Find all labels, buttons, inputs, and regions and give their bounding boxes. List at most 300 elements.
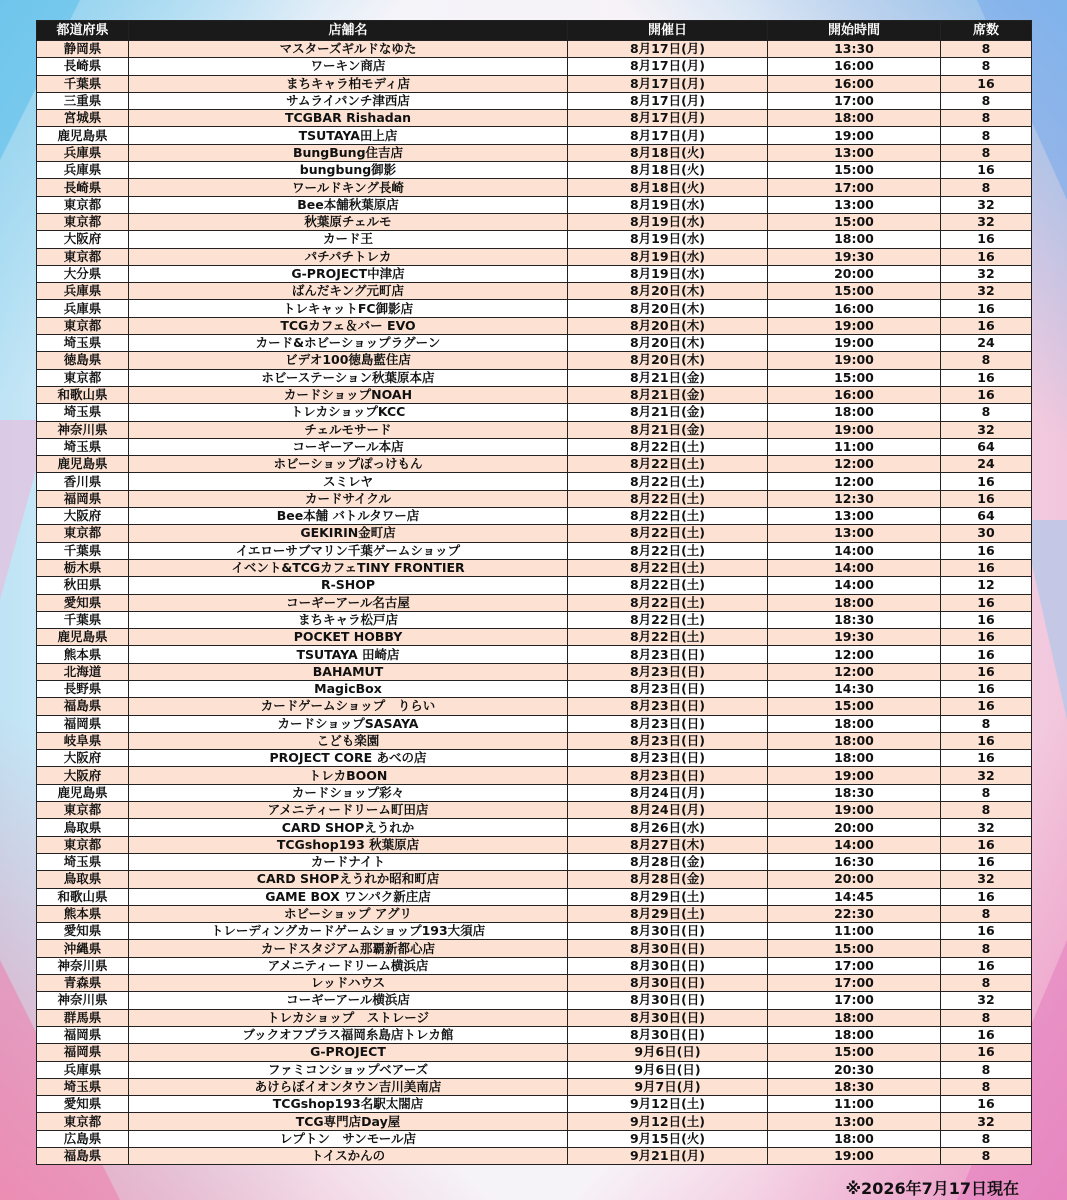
- cell-seats: 16: [941, 75, 1032, 92]
- cell-store: POCKET HOBBY: [129, 629, 568, 646]
- cell-time: 13:00: [768, 196, 941, 213]
- cell-seats: 32: [941, 283, 1032, 300]
- cell-date: 8月19日(水): [568, 265, 768, 282]
- cell-time: 18:00: [768, 732, 941, 749]
- cell-store: TCGshop193名駅太閤店: [129, 1096, 568, 1113]
- cell-prefecture: 青森県: [37, 975, 129, 992]
- cell-time: 14:00: [768, 836, 941, 853]
- cell-prefecture: 福島県: [37, 698, 129, 715]
- table-row: [37, 352, 1032, 369]
- cell-store: BAHAMUT: [129, 663, 568, 680]
- cell-store: アメニティードリーム町田店: [129, 802, 568, 819]
- cell-time: 19:00: [768, 317, 941, 334]
- cell-seats: 16: [941, 888, 1032, 905]
- cell-store: ばんだキング元町店: [129, 283, 568, 300]
- cell-seats: 8: [941, 1148, 1032, 1165]
- cell-prefecture: 長野県: [37, 680, 129, 697]
- cell-seats: 16: [941, 1096, 1032, 1113]
- cell-time: 18:00: [768, 750, 941, 767]
- table-row: [37, 231, 1032, 248]
- cell-date: 8月17日(月): [568, 92, 768, 109]
- cell-store: イベント&TCGカフェTINY FRONTIER: [129, 559, 568, 576]
- table-row: [37, 594, 1032, 611]
- cell-store: TCGshop193 秋葉原店: [129, 836, 568, 853]
- cell-store: まちキャラ柏モディ店: [129, 75, 568, 92]
- cell-prefecture: 長崎県: [37, 179, 129, 196]
- cell-date: 8月22日(土): [568, 490, 768, 507]
- table-row: [37, 317, 1032, 334]
- table-row: [37, 41, 1032, 58]
- cell-seats: 16: [941, 732, 1032, 749]
- cell-time: 13:00: [768, 1113, 941, 1130]
- cell-time: 19:00: [768, 767, 941, 784]
- cell-store: ホビーショップぽっけもん: [129, 456, 568, 473]
- cell-date: 8月19日(水): [568, 213, 768, 230]
- table-row: [37, 196, 1032, 213]
- cell-date: 8月18日(火): [568, 144, 768, 161]
- cell-date: 9月21日(月): [568, 1148, 768, 1165]
- cell-time: 14:00: [768, 577, 941, 594]
- cell-store: GAME BOX ワンパク新庄店: [129, 888, 568, 905]
- table-row: [37, 265, 1032, 282]
- cell-store: こども楽園: [129, 732, 568, 749]
- cell-store: トレキャットFC御影店: [129, 300, 568, 317]
- table-row: [37, 283, 1032, 300]
- cell-date: 8月22日(土): [568, 508, 768, 525]
- table-header-row: [37, 21, 1032, 41]
- cell-seats: 16: [941, 248, 1032, 265]
- cell-prefecture: 東京都: [37, 248, 129, 265]
- cell-time: 18:30: [768, 784, 941, 801]
- cell-store: トレカショップ ストレージ: [129, 1009, 568, 1026]
- cell-seats: 8: [941, 41, 1032, 58]
- cell-time: 18:00: [768, 1009, 941, 1026]
- table-row: [37, 248, 1032, 265]
- table-row: [37, 404, 1032, 421]
- cell-date: 8月22日(土): [568, 577, 768, 594]
- cell-store: サムライパンチ津西店: [129, 92, 568, 109]
- cell-time: 16:00: [768, 75, 941, 92]
- cell-seats: 8: [941, 110, 1032, 127]
- cell-date: 8月17日(月): [568, 41, 768, 58]
- cell-seats: 16: [941, 490, 1032, 507]
- cell-date: 8月21日(金): [568, 386, 768, 403]
- table-row: [37, 162, 1032, 179]
- cell-store: レプトン サンモール店: [129, 1130, 568, 1147]
- cell-seats: 32: [941, 819, 1032, 836]
- table-row: [37, 992, 1032, 1009]
- cell-seats: 8: [941, 784, 1032, 801]
- cell-prefecture: 埼玉県: [37, 1078, 129, 1095]
- cell-date: 8月23日(日): [568, 698, 768, 715]
- cell-time: 18:30: [768, 611, 941, 628]
- cell-seats: 16: [941, 750, 1032, 767]
- cell-date: 8月23日(日): [568, 732, 768, 749]
- cell-store: チェルモサード: [129, 421, 568, 438]
- cell-date: 9月15日(火): [568, 1130, 768, 1147]
- cell-prefecture: 東京都: [37, 1113, 129, 1130]
- cell-seats: 24: [941, 456, 1032, 473]
- cell-date: 8月28日(金): [568, 853, 768, 870]
- cell-prefecture: 千葉県: [37, 542, 129, 559]
- cell-prefecture: 神奈川県: [37, 957, 129, 974]
- cell-seats: 8: [941, 1078, 1032, 1095]
- table-row: [37, 629, 1032, 646]
- cell-store: PROJECT CORE あべの店: [129, 750, 568, 767]
- cell-prefecture: 大阪府: [37, 231, 129, 248]
- cell-date: 8月30日(日): [568, 1009, 768, 1026]
- cell-store: トレカBOON: [129, 767, 568, 784]
- cell-seats: 8: [941, 58, 1032, 75]
- table-row: [37, 473, 1032, 490]
- cell-prefecture: 愛知県: [37, 594, 129, 611]
- cell-seats: 8: [941, 92, 1032, 109]
- cell-date: 8月22日(土): [568, 559, 768, 576]
- cell-time: 19:30: [768, 629, 941, 646]
- cell-date: 8月21日(金): [568, 369, 768, 386]
- cell-seats: 32: [941, 871, 1032, 888]
- cell-store: ワールドキング長崎: [129, 179, 568, 196]
- table-row: [37, 438, 1032, 455]
- cell-prefecture: 秋田県: [37, 577, 129, 594]
- cell-prefecture: 東京都: [37, 213, 129, 230]
- cell-prefecture: 福岡県: [37, 1026, 129, 1043]
- cell-time: 13:00: [768, 508, 941, 525]
- cell-store: TCGBAR Rishadan: [129, 110, 568, 127]
- cell-seats: 16: [941, 162, 1032, 179]
- table-row: [37, 1096, 1032, 1113]
- cell-store: ワーキン商店: [129, 58, 568, 75]
- table-row: [37, 888, 1032, 905]
- cell-prefecture: 埼玉県: [37, 438, 129, 455]
- table-row: [37, 490, 1032, 507]
- table-row: [37, 144, 1032, 161]
- cell-time: 15:00: [768, 283, 941, 300]
- cell-time: 12:00: [768, 663, 941, 680]
- cell-time: 15:00: [768, 213, 941, 230]
- cell-date: 9月6日(日): [568, 1061, 768, 1078]
- cell-date: 8月30日(日): [568, 957, 768, 974]
- cell-store: 秋葉原チェルモ: [129, 213, 568, 230]
- table-row: [37, 680, 1032, 697]
- cell-time: 17:00: [768, 92, 941, 109]
- cell-date: 8月21日(金): [568, 404, 768, 421]
- cell-prefecture: 和歌山県: [37, 888, 129, 905]
- cell-time: 18:30: [768, 1078, 941, 1095]
- cell-seats: 8: [941, 404, 1032, 421]
- cell-prefecture: 東京都: [37, 802, 129, 819]
- cell-store: TSUTAYA 田崎店: [129, 646, 568, 663]
- cell-seats: 16: [941, 594, 1032, 611]
- cell-date: 8月19日(水): [568, 196, 768, 213]
- cell-seats: 16: [941, 629, 1032, 646]
- table-row: [37, 1078, 1032, 1095]
- cell-date: 8月22日(土): [568, 473, 768, 490]
- cell-prefecture: 熊本県: [37, 646, 129, 663]
- cell-seats: 8: [941, 352, 1032, 369]
- cell-seats: 16: [941, 386, 1032, 403]
- cell-time: 16:00: [768, 300, 941, 317]
- cell-seats: 16: [941, 1026, 1032, 1043]
- cell-date: 8月20日(木): [568, 335, 768, 352]
- cell-time: 14:30: [768, 680, 941, 697]
- cell-date: 8月22日(土): [568, 456, 768, 473]
- cell-seats: 8: [941, 1061, 1032, 1078]
- cell-store: トレーディングカードゲームショップ193大須店: [129, 923, 568, 940]
- cell-prefecture: 鳥取県: [37, 871, 129, 888]
- cell-date: 8月28日(金): [568, 871, 768, 888]
- cell-store: まちキャラ松戸店: [129, 611, 568, 628]
- cell-prefecture: 鳥取県: [37, 819, 129, 836]
- cell-store: パチパチトレカ: [129, 248, 568, 265]
- cell-seats: 16: [941, 542, 1032, 559]
- cell-time: 18:00: [768, 231, 941, 248]
- cell-date: 8月30日(日): [568, 940, 768, 957]
- cell-store: マスターズギルドなゆた: [129, 41, 568, 58]
- cell-store: コーギーアール横浜店: [129, 992, 568, 1009]
- cell-time: 18:00: [768, 404, 941, 421]
- cell-prefecture: 福島県: [37, 1148, 129, 1165]
- table-row: [37, 784, 1032, 801]
- table-row: [37, 421, 1032, 438]
- cell-store: TCG専門店Day屋: [129, 1113, 568, 1130]
- cell-time: 11:00: [768, 1096, 941, 1113]
- cell-store: カード&ホビーショップラグーン: [129, 335, 568, 352]
- cell-date: 8月17日(月): [568, 58, 768, 75]
- table-row: [37, 508, 1032, 525]
- cell-date: 8月19日(水): [568, 248, 768, 265]
- cell-prefecture: 兵庫県: [37, 283, 129, 300]
- table-row: [37, 905, 1032, 922]
- cell-prefecture: 大阪府: [37, 750, 129, 767]
- cell-store: Bee本舗秋葉原店: [129, 196, 568, 213]
- cell-time: 15:00: [768, 940, 941, 957]
- cell-store: カードショップNOAH: [129, 386, 568, 403]
- cell-time: 19:00: [768, 127, 941, 144]
- cell-prefecture: 神奈川県: [37, 992, 129, 1009]
- cell-store: R-SHOP: [129, 577, 568, 594]
- cell-seats: 64: [941, 508, 1032, 525]
- cell-seats: 8: [941, 940, 1032, 957]
- table-row: [37, 127, 1032, 144]
- table-row: [37, 300, 1032, 317]
- cell-store: CARD SHOPえうれか: [129, 819, 568, 836]
- cell-date: 8月22日(土): [568, 594, 768, 611]
- cell-time: 12:30: [768, 490, 941, 507]
- cell-time: 15:00: [768, 162, 941, 179]
- cell-prefecture: 福岡県: [37, 715, 129, 732]
- cell-seats: 16: [941, 923, 1032, 940]
- cell-store: コーギーアール本店: [129, 438, 568, 455]
- cell-date: 8月27日(木): [568, 836, 768, 853]
- header-time: 開始時間: [768, 21, 941, 41]
- cell-seats: 8: [941, 1009, 1032, 1026]
- cell-date: 8月20日(木): [568, 352, 768, 369]
- cell-time: 19:00: [768, 421, 941, 438]
- cell-store: ホビーステーション秋葉原本店: [129, 369, 568, 386]
- cell-seats: 30: [941, 525, 1032, 542]
- cell-date: 9月12日(土): [568, 1096, 768, 1113]
- cell-time: 12:00: [768, 473, 941, 490]
- table-row: [37, 767, 1032, 784]
- cell-time: 22:30: [768, 905, 941, 922]
- table-row: [37, 663, 1032, 680]
- table-row: [37, 92, 1032, 109]
- cell-seats: 16: [941, 559, 1032, 576]
- table-row: [37, 559, 1032, 576]
- cell-time: 16:00: [768, 58, 941, 75]
- table-row: [37, 1026, 1032, 1043]
- cell-seats: 8: [941, 715, 1032, 732]
- cell-date: 8月29日(土): [568, 888, 768, 905]
- cell-time: 20:00: [768, 265, 941, 282]
- cell-store: カードナイト: [129, 853, 568, 870]
- cell-time: 14:00: [768, 542, 941, 559]
- cell-store: G-PROJECT中津店: [129, 265, 568, 282]
- cell-time: 20:30: [768, 1061, 941, 1078]
- cell-seats: 16: [941, 698, 1032, 715]
- cell-seats: 16: [941, 473, 1032, 490]
- table-row: [37, 1148, 1032, 1165]
- cell-date: 8月20日(木): [568, 317, 768, 334]
- header-prefecture: 都道府県: [37, 21, 129, 41]
- cell-time: 15:00: [768, 1044, 941, 1061]
- cell-prefecture: 福岡県: [37, 490, 129, 507]
- cell-date: 8月23日(日): [568, 680, 768, 697]
- cell-store: トレカショップKCC: [129, 404, 568, 421]
- cell-seats: 32: [941, 213, 1032, 230]
- cell-date: 8月18日(火): [568, 162, 768, 179]
- cell-date: 8月22日(土): [568, 525, 768, 542]
- cell-date: 9月12日(土): [568, 1113, 768, 1130]
- table-row: [37, 386, 1032, 403]
- cell-prefecture: 鹿児島県: [37, 784, 129, 801]
- cell-date: 8月30日(日): [568, 992, 768, 1009]
- cell-time: 18:00: [768, 110, 941, 127]
- table-row: [37, 698, 1032, 715]
- table-body: [37, 41, 1032, 1165]
- cell-store: レッドハウス: [129, 975, 568, 992]
- cell-time: 15:00: [768, 698, 941, 715]
- cell-store: BungBung住吉店: [129, 144, 568, 161]
- cell-seats: 64: [941, 438, 1032, 455]
- cell-date: 8月30日(日): [568, 923, 768, 940]
- cell-prefecture: 東京都: [37, 525, 129, 542]
- cell-time: 18:00: [768, 1026, 941, 1043]
- cell-time: 15:00: [768, 369, 941, 386]
- table-row: [37, 646, 1032, 663]
- cell-prefecture: 群馬県: [37, 1009, 129, 1026]
- cell-date: 8月21日(金): [568, 421, 768, 438]
- cell-prefecture: 長崎県: [37, 58, 129, 75]
- cell-prefecture: 兵庫県: [37, 144, 129, 161]
- cell-time: 17:00: [768, 179, 941, 196]
- cell-store: カードスタジアム那覇新都心店: [129, 940, 568, 957]
- table-row: [37, 335, 1032, 352]
- cell-date: 8月23日(日): [568, 767, 768, 784]
- cell-date: 8月30日(日): [568, 975, 768, 992]
- cell-store: あけらぼイオンタウン吉川美南店: [129, 1078, 568, 1095]
- cell-date: 8月17日(月): [568, 127, 768, 144]
- table-row: [37, 542, 1032, 559]
- table-row: [37, 1113, 1032, 1130]
- cell-store: GEKIRIN金町店: [129, 525, 568, 542]
- cell-prefecture: 鹿児島県: [37, 127, 129, 144]
- table-row: [37, 1061, 1032, 1078]
- cell-seats: 8: [941, 975, 1032, 992]
- cell-seats: 24: [941, 335, 1032, 352]
- cell-time: 11:00: [768, 438, 941, 455]
- cell-date: 8月30日(日): [568, 1026, 768, 1043]
- cell-prefecture: 埼玉県: [37, 335, 129, 352]
- cell-time: 12:00: [768, 646, 941, 663]
- cell-date: 8月29日(土): [568, 905, 768, 922]
- cell-date: 8月23日(日): [568, 646, 768, 663]
- cell-seats: 8: [941, 127, 1032, 144]
- cell-time: 12:00: [768, 456, 941, 473]
- cell-time: 16:00: [768, 386, 941, 403]
- cell-prefecture: 大分県: [37, 265, 129, 282]
- cell-store: ホビーショップ アグリ: [129, 905, 568, 922]
- event-schedule: [36, 20, 1031, 1165]
- cell-prefecture: 千葉県: [37, 75, 129, 92]
- cell-store: MagicBox: [129, 680, 568, 697]
- cell-prefecture: 神奈川県: [37, 421, 129, 438]
- cell-store: トイスかんの: [129, 1148, 568, 1165]
- cell-prefecture: 大阪府: [37, 767, 129, 784]
- cell-seats: 8: [941, 179, 1032, 196]
- cell-seats: 12: [941, 577, 1032, 594]
- cell-time: 17:00: [768, 992, 941, 1009]
- table-row: [37, 369, 1032, 386]
- table-row: [37, 923, 1032, 940]
- cell-prefecture: 東京都: [37, 836, 129, 853]
- cell-date: 8月22日(土): [568, 438, 768, 455]
- cell-seats: 32: [941, 992, 1032, 1009]
- table-row: [37, 732, 1032, 749]
- cell-store: アメニティードリーム横浜店: [129, 957, 568, 974]
- table-row: [37, 802, 1032, 819]
- cell-store: ビデオ100徳島藍住店: [129, 352, 568, 369]
- cell-date: 8月23日(日): [568, 750, 768, 767]
- cell-time: 14:45: [768, 888, 941, 905]
- cell-date: 8月17日(月): [568, 110, 768, 127]
- cell-time: 17:00: [768, 957, 941, 974]
- cell-store: TSUTAYA田上店: [129, 127, 568, 144]
- cell-date: 8月24日(月): [568, 784, 768, 801]
- cell-time: 20:00: [768, 819, 941, 836]
- cell-seats: 16: [941, 1044, 1032, 1061]
- cell-prefecture: 香川県: [37, 473, 129, 490]
- cell-date: 8月17日(月): [568, 75, 768, 92]
- cell-prefecture: 埼玉県: [37, 853, 129, 870]
- cell-date: 8月24日(月): [568, 802, 768, 819]
- cell-date: 8月23日(日): [568, 715, 768, 732]
- header-store: 店舗名: [129, 21, 568, 41]
- cell-prefecture: 和歌山県: [37, 386, 129, 403]
- cell-time: 14:00: [768, 559, 941, 576]
- cell-seats: 32: [941, 421, 1032, 438]
- cell-prefecture: 東京都: [37, 196, 129, 213]
- cell-store: カードショップ彩々: [129, 784, 568, 801]
- cell-prefecture: 東京都: [37, 317, 129, 334]
- cell-store: イエローサブマリン千葉ゲームショップ: [129, 542, 568, 559]
- cell-seats: 16: [941, 317, 1032, 334]
- cell-store: Bee本舗 バトルタワー店: [129, 508, 568, 525]
- cell-prefecture: 北海道: [37, 663, 129, 680]
- cell-seats: 16: [941, 853, 1032, 870]
- table-row: [37, 456, 1032, 473]
